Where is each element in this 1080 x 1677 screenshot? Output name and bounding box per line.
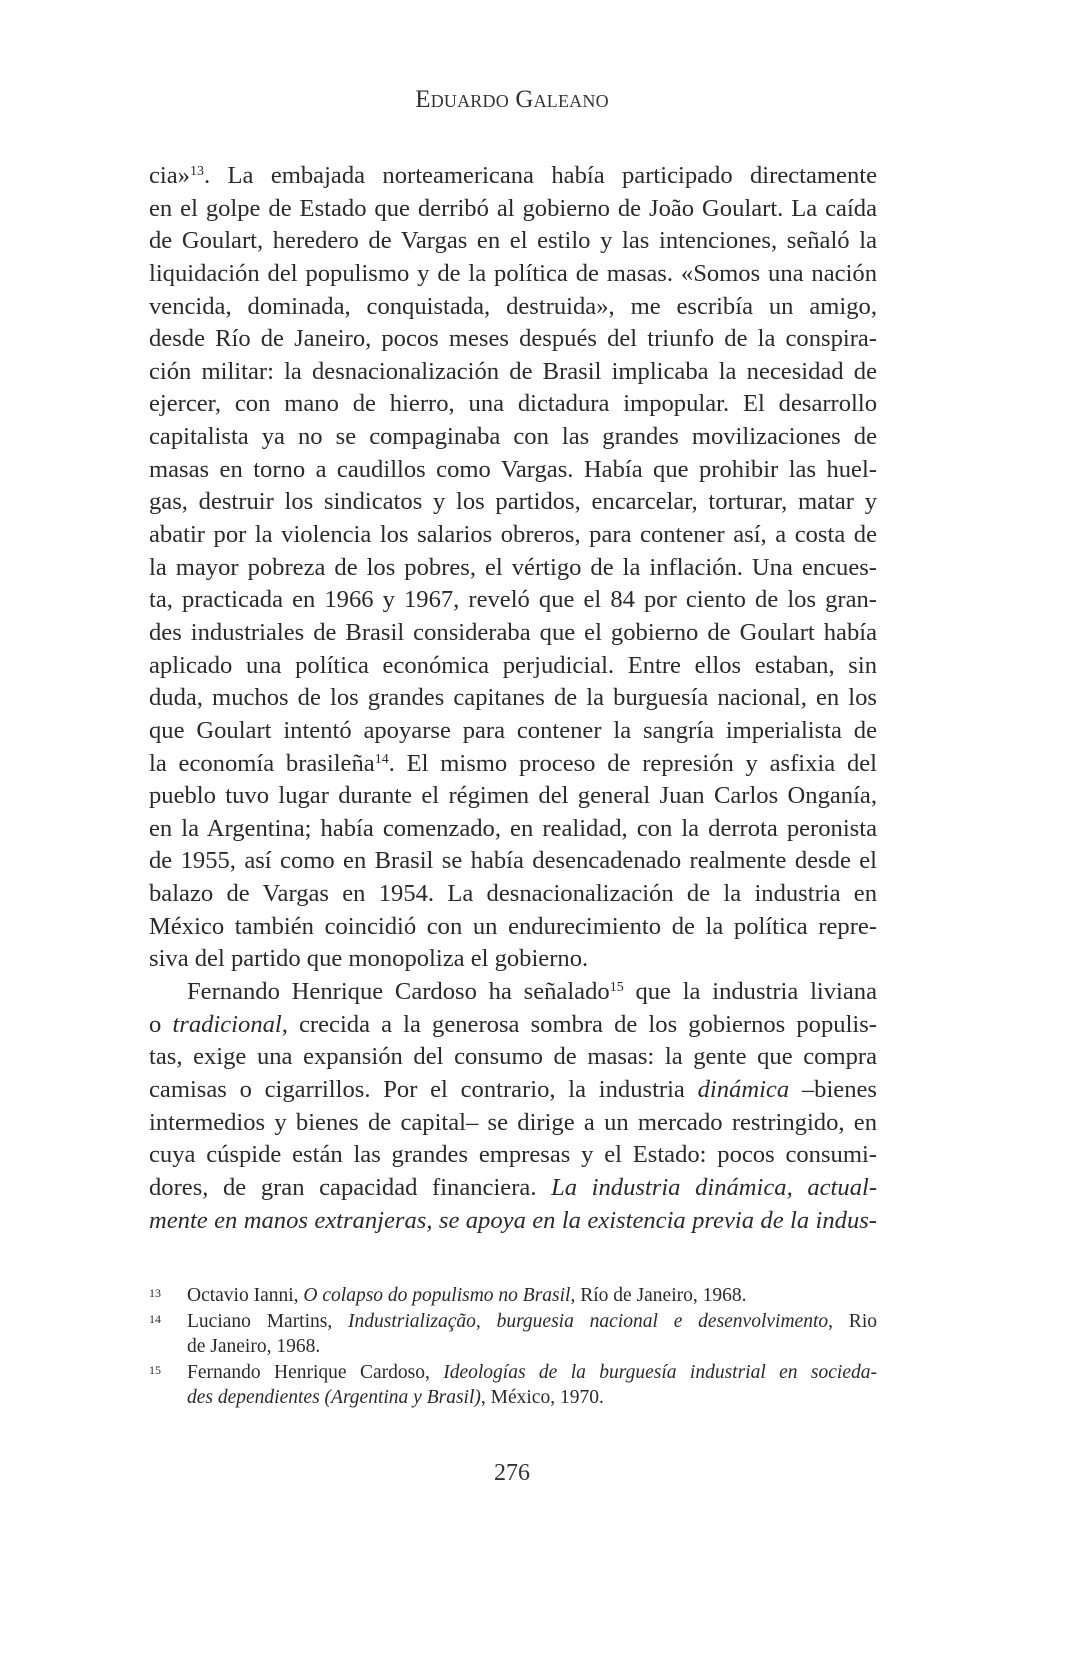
footnote-line [187, 1334, 877, 1360]
text-line [149, 519, 877, 552]
text-run: la economía brasileña [149, 749, 375, 777]
footnote-line [187, 1309, 877, 1335]
text-line [149, 291, 877, 324]
text-line [149, 845, 877, 878]
text-run: la mayor pobreza de los pobres, el vértigo de la inflación. Una encues- [149, 553, 877, 581]
italic-text: dinámica [697, 1075, 790, 1103]
footnote-reference[interactable]: 13 [189, 164, 204, 179]
text-run: cia» [149, 162, 190, 189]
text-line [149, 454, 877, 487]
text-line [149, 356, 877, 389]
italic-text: O colapso do populismo no Brasil [303, 1285, 571, 1306]
text-run: vencida, dominada, conquistada, destruida», me escribía un amigo, [149, 292, 877, 320]
text-line [149, 584, 877, 617]
text-run: , México, 1970. [480, 1387, 604, 1409]
italic-text: tradicional, [172, 1010, 288, 1038]
text-line [149, 748, 877, 781]
text-run: . El mismo proceso de represión y asfixia del [388, 749, 877, 777]
text-run: masas en torno a caudillos como Vargas. Había que prohibir las huel- [149, 455, 877, 483]
text-line [149, 650, 877, 683]
text-run: des industriales de Brasil consideraba que el gobierno de Goulart había [149, 618, 877, 646]
text-run: ción militar: la desnacionalización de Brasil implicaba la necesidad de [149, 357, 877, 385]
text-line [149, 976, 877, 1009]
text-run: de Goulart, heredero de Vargas en el estilo y las intenciones, señaló la [149, 227, 877, 255]
footnote-number: 13 [149, 1286, 161, 1300]
text-line [149, 780, 877, 813]
text-line [149, 1009, 877, 1042]
text-run: Luciano Martins, [187, 1310, 349, 1332]
text-run: –bienes [789, 1075, 877, 1103]
text-run: intermedios y bienes de capital– se dirige a un mercado restringido, en [149, 1108, 877, 1136]
text-run: abatir por la violencia los salarios obreros, para contener así, a costa de [149, 521, 877, 549]
text-run: ejercer, con mano de hierro, una dictadura impopular. El desarrollo [149, 390, 877, 418]
text-line [149, 486, 877, 519]
footnote [149, 1283, 877, 1309]
text-line [149, 943, 877, 976]
italic-text: Industrialização, burguesia nacional e desenvolvimento [348, 1310, 829, 1332]
italic-text: des dependientes (Argentina y Brasil) [187, 1387, 481, 1409]
footnote-line [187, 1360, 877, 1386]
text-run: en el golpe de Estado que derribó al gobierno de João Goulart. La caída [149, 194, 877, 222]
italic-text: Ideologías de la burguesía industrial en socieda- [443, 1361, 877, 1383]
text-run: camisas o cigarrillos. Por el contrario, la industria [149, 1075, 698, 1103]
text-run: que la industria liviana [623, 978, 877, 1006]
footnote-line [187, 1385, 877, 1411]
footnote-reference[interactable]: 15 [609, 980, 624, 996]
text-line [149, 421, 877, 454]
footnote-reference[interactable]: 14 [374, 751, 389, 767]
text-run: gas, destruir los sindicatos y los partidos, encarcelar, torturar, matar y [149, 488, 877, 516]
footnote-number: 14 [149, 1311, 161, 1326]
text-line [149, 193, 877, 226]
text-run: . La embajada norteamericana había participado directamente [203, 162, 877, 189]
text-line [149, 225, 877, 258]
text-run: duda, muchos de los grandes capitanes de la burguesía nacional, en los [149, 684, 877, 712]
text-run: Fernando Henrique Cardoso ha señalado [187, 978, 610, 1006]
body-text [149, 160, 877, 1237]
footnote-number: 15 [149, 1362, 161, 1377]
footnotes [149, 1283, 877, 1411]
text-run: crecida a la generosa sombra de los gobiernos populis- [287, 1010, 877, 1038]
text-run: o [149, 1010, 173, 1038]
text-line [149, 388, 877, 421]
text-run: de 1955, así como en Brasil se había desencadenado realmente desde el [149, 847, 877, 875]
text-line [149, 1107, 877, 1140]
text-run: dores, de gran capacidad financiera. [149, 1173, 552, 1201]
text-run: Fernando Henrique Cardoso, [187, 1361, 444, 1383]
text-line [149, 878, 877, 911]
text-run: ta, practicada en 1966 y 1967, reveló que el 84 por ciento de los gran- [149, 586, 877, 614]
text-line [149, 1074, 877, 1107]
text-line [149, 1041, 877, 1074]
text-line [149, 1139, 877, 1172]
text-line [149, 258, 877, 291]
text-run: desde Río de Janeiro, pocos meses después del triunfo de la conspira- [149, 325, 877, 353]
text-run: de Janeiro, 1968. [187, 1336, 321, 1358]
text-run: aplicado una política económica perjudicial. Entre ellos estaban, sin [149, 651, 877, 679]
footnote [149, 1360, 877, 1411]
text-run: balazo de Vargas en 1954. La desnacionalización de la industria en [149, 880, 877, 908]
text-line [149, 160, 877, 193]
text-line [149, 552, 877, 585]
text-run: que Goulart intentó apoyarse para contener la sangría imperialista de [149, 716, 877, 744]
text-run: liquidación del populismo y de la política de masas. «Somos una nación [149, 259, 877, 287]
page-number: 276 [494, 1460, 530, 1486]
text-line [149, 617, 877, 650]
text-run: cuya cúspide están las grandes empresas y el Estado: pocos consumi- [149, 1141, 877, 1169]
text-run: , Río de Janeiro, 1968. [570, 1285, 747, 1306]
running-head: Eduardo Galeano [415, 86, 609, 113]
footnote-line [187, 1283, 877, 1309]
text-run: capitalista ya no se compaginaba con las grandes movilizaciones de [149, 423, 877, 451]
italic-text: La industria dinámica, actual- [551, 1173, 878, 1201]
text-run: en la Argentina; había comenzado, en realidad, con la derrota peronista [149, 814, 877, 842]
text-run: , Rio [828, 1310, 877, 1332]
text-line [149, 715, 877, 748]
text-run: México también coincidió con un endurecimiento de la política repre- [149, 912, 877, 940]
text-line [149, 323, 877, 356]
text-run: Octavio Ianni, [187, 1285, 304, 1306]
footnote [149, 1309, 877, 1360]
italic-text: mente en manos extranjeras, se apoya en la existencia previa de la indus- [149, 1206, 877, 1234]
text-line [149, 682, 877, 715]
text-line [149, 813, 877, 846]
text-line [149, 1205, 877, 1238]
text-run: siva del partido que monopoliza el gobierno. [149, 945, 589, 973]
text-run: tas, exige una expansión del consumo de masas: la gente que compra [149, 1043, 877, 1071]
text-line [149, 911, 877, 944]
text-line [149, 1172, 877, 1205]
text-run: pueblo tuvo lugar durante el régimen del general Juan Carlos Onganía, [149, 782, 877, 810]
